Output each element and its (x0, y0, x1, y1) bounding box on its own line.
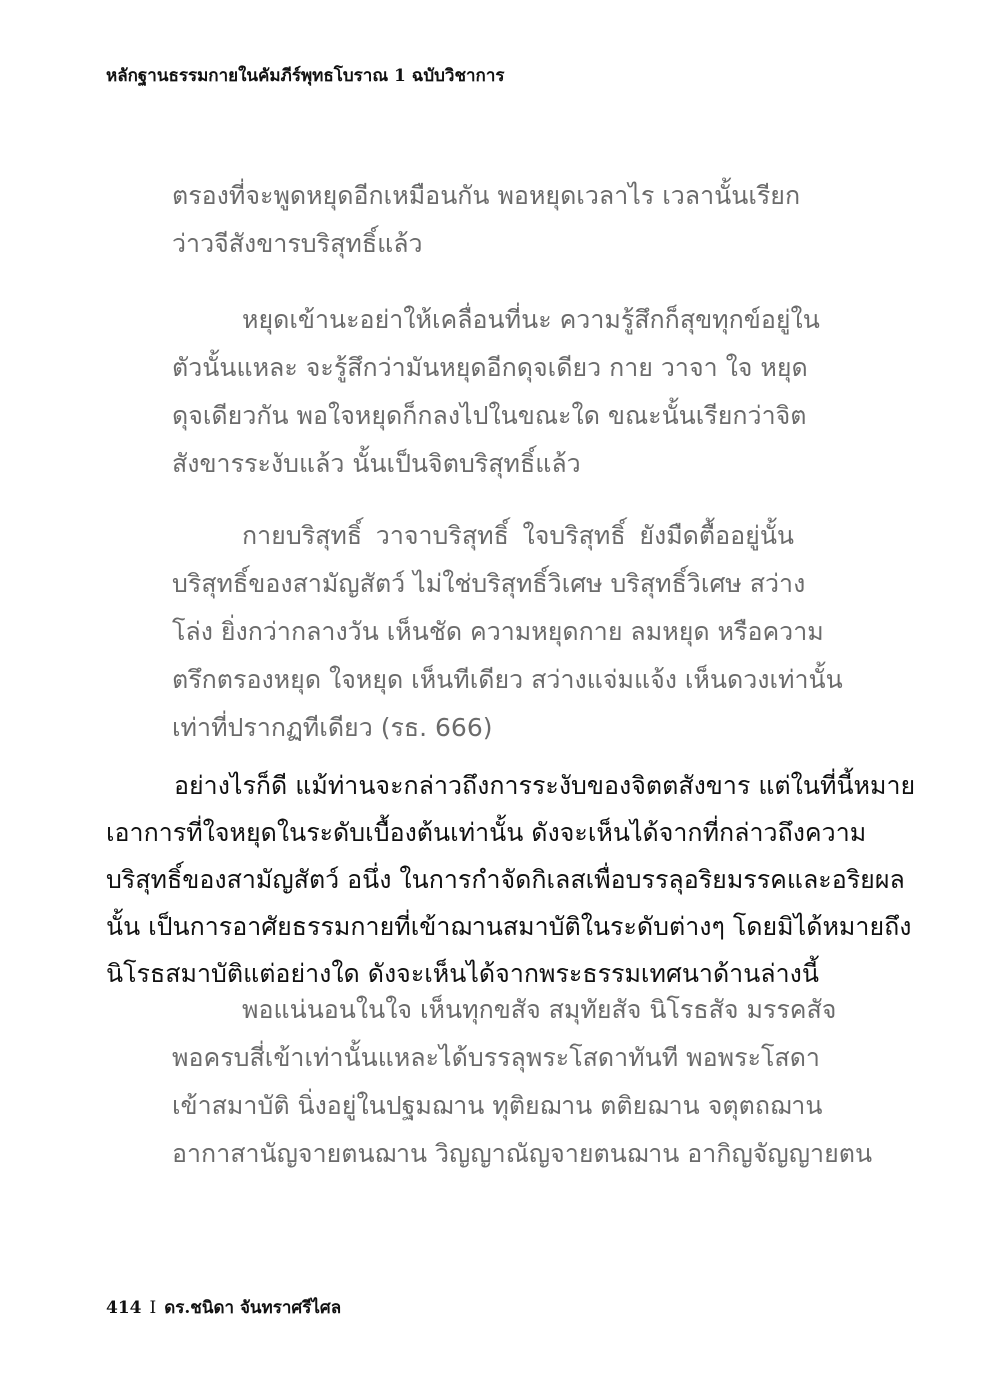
quote-block-1 (172, 172, 801, 268)
quote-block-2 (172, 296, 820, 488)
running-header: หลักฐานธรรมกายในคัมภีร์พุทธโบราณ 1 ฉบับวิชาการ (106, 66, 505, 86)
quote-line: ตัวนั้นแหละ จะรู้สึกว่ามันหยุดอีกดุจเดียว กาย วาจา ใจ หยุด (172, 353, 808, 382)
body-line: นั้น เป็นการอาศัยธรรมกายที่เข้าฌานสมาบัติในระดับต่างๆ โดยมิได้หมายถึง (106, 912, 912, 941)
quote-line: พอครบสี่เข้าเท่านั้นแหละได้บรรลุพระโสดาทันที พอพระโสดา (172, 1043, 820, 1072)
quote-line: กายบริสุทธิ์ วาจาบริสุทธิ์ ใจบริสุทธิ์ ยังมืดตื้ออยู่นั้น (242, 521, 794, 550)
body-line: นิโรธสมาบัติแต่อย่างใด ดังจะเห็นได้จากพระธรรมเทศนาด้านล่างนี้ (106, 959, 819, 988)
quote-line: เข้าสมาบัติ นิ่งอยู่ในปฐมฌาน ทุติยฌาน ตติยฌาน จตุตถฌาน (172, 1091, 823, 1120)
page-footer (106, 1294, 341, 1321)
quote-line: ดุจเดียวกัน พอใจหยุดก็กลงไปในขณะใด ขณะนั้นเรียกว่าจิต (172, 401, 807, 430)
quote-line: ตรึกตรองหยุด ใจหยุด เห็นทีเดียว สว่างแจ่มแจ้ง เห็นดวงเท่านั้น (172, 665, 843, 694)
quote-line: ตรองที่จะพูดหยุดอีกเหมือนกัน พอหยุดเวลาไร เวลานั้นเรียก (172, 181, 801, 210)
body-line: อย่างไรก็ดี แม้ท่านจะกล่าวถึงการระงับของจิตตสังขาร แต่ในที่นี้หมาย (174, 771, 916, 800)
body-paragraph (106, 762, 916, 997)
quote-line: สังขารระงับแล้ว นั้นเป็นจิตบริสุทธิ์แล้ว (172, 449, 581, 478)
body-line: บริสุทธิ์ของสามัญสัตว์ อนึ่ง ในการกำจัดกิเลสเพื่อบรรลุอริยมรรคและอริยผล (106, 865, 905, 894)
quote-block-3 (172, 512, 843, 752)
footer-separator: I (149, 1298, 157, 1318)
quote-line: หยุดเข้านะอย่าให้เคลื่อนที่นะ ความรู้สึกก็สุขทุกข์อยู่ใน (242, 305, 820, 334)
body-line: เอาการที่ใจหยุดในระดับเบื้องต้นเท่านั้น ดังจะเห็นได้จากที่กล่าวถึงความ (106, 818, 867, 847)
quote-line: พอแน่นอนในใจ เห็นทุกขสัจ สมุทัยสัจ นิโรธสัจ มรรคสัจ (242, 995, 837, 1024)
quote-block-4 (172, 986, 873, 1178)
quote-line: อากาสานัญจายตนฌาน วิญญาณัญจายตนฌาน อากิญจัญญายตน (172, 1139, 873, 1168)
quote-line: ว่าวจีสังขารบริสุทธิ์แล้ว (172, 229, 423, 258)
author-name: ดร.ชนิดา จันทราศรีไศล (164, 1298, 342, 1318)
quote-line: โล่ง ยิ่งกว่ากลางวัน เห็นชัด ความหยุดกาย ลมหยุด หรือความ (172, 617, 824, 646)
page-number: 414 (106, 1298, 142, 1318)
quote-line: เท่าที่ปรากฏทีเดียว (รธ. 666) (172, 713, 493, 742)
quote-line: บริสุทธิ์ของสามัญสัตว์ ไม่ใช่บริสุทธิ์วิเศษ บริสุทธิ์วิเศษ สว่าง (172, 569, 806, 598)
